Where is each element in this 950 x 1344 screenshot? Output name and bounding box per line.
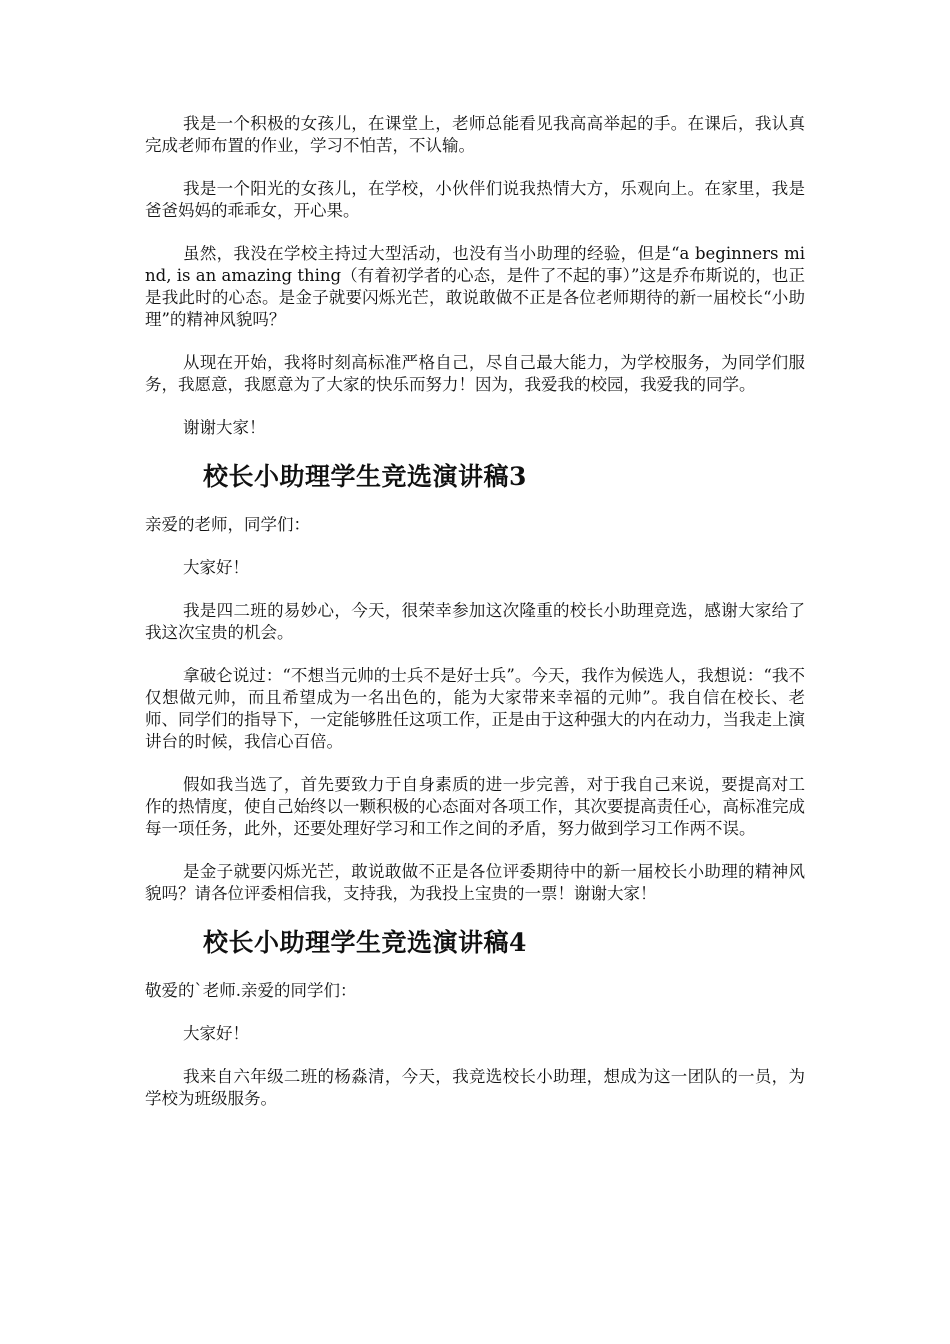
salutation: 亲爱的老师，同学们： bbox=[145, 515, 310, 534]
paragraph: 我是一个积极的女孩儿，在课堂上，老师总能看见我高高举起的手。在课后，我认真完成老师布置的作业，学习不怕苦，不认输。 bbox=[145, 114, 805, 155]
salutation: 敬爱的`老师.亲爱的同学们： bbox=[145, 981, 357, 1000]
paragraph: 是金子就要闪烁光芒，敢说敢做不正是各位评委期待中的新一届校长小助理的精神风貌吗？请各位评委相信我，支持我，为我投上宝贵的一票！谢谢大家！ bbox=[145, 862, 805, 903]
paragraph: 拿破仑说过：“不想当元帅的士兵不是好士兵”。今天，我作为候选人，我想说：“我不仅想做元帅，而且希望成为一名出色的，能为大家带来幸福的元帅”。我自信在校长、老师、同学们的指导下，一定能够胜任这项工作，正是由于这种强大的内在动力，当我走上演讲台的时候，我信心百倍。 bbox=[145, 666, 805, 751]
section-title: 校长小助理学生竞选演讲稿4 bbox=[203, 928, 527, 957]
closing-line: 谢谢大家！ bbox=[183, 418, 266, 437]
section-title: 校长小助理学生竞选演讲稿3 bbox=[203, 462, 527, 491]
document-body bbox=[145, 113, 805, 1131]
paragraph: 虽然，我没在学校主持过大型活动，也没有当小助理的经验，但是“a beginners mind, is an amazing thing（有着初学者的心态，是件了不起的事）”这是乔布斯说的，也正是我此时的心态。是金子就要闪烁光芒，敢说敢做不正是各位老师期待的新一届校长“小助理”的精神风貌吗？ bbox=[145, 244, 805, 329]
paragraph: 我来自六年级二班的杨淼清，今天，我竞选校长小助理，想成为这一团队的一员，为学校为班级服务。 bbox=[145, 1067, 805, 1108]
paragraph: 假如我当选了，首先要致力于自身素质的进一步完善，对于我自己来说，要提高对工作的热情度，使自己始终以一颗积极的心态面对各项工作，其次要提高责任心，高标准完成每一项任务，此外，还要处理好学习和工作之间的矛盾，努力做到学习工作两不误。 bbox=[145, 775, 805, 838]
paragraph: 我是一个阳光的女孩儿，在学校，小伙伴们说我热情大方，乐观向上。在家里，我是爸爸妈妈的乖乖女，开心果。 bbox=[145, 179, 805, 220]
greeting: 大家好！ bbox=[183, 558, 249, 577]
paragraph: 从现在开始，我将时刻高标准严格自己，尽自己最大能力，为学校服务，为同学们服务，我愿意，我愿意为了大家的快乐而努力！因为，我爱我的校园，我爱我的同学。 bbox=[145, 353, 805, 394]
greeting: 大家好！ bbox=[183, 1024, 249, 1043]
paragraph: 我是四二班的易妙心，今天，很荣幸参加这次隆重的校长小助理竞选，感谢大家给了我这次宝贵的机会。 bbox=[145, 601, 805, 642]
